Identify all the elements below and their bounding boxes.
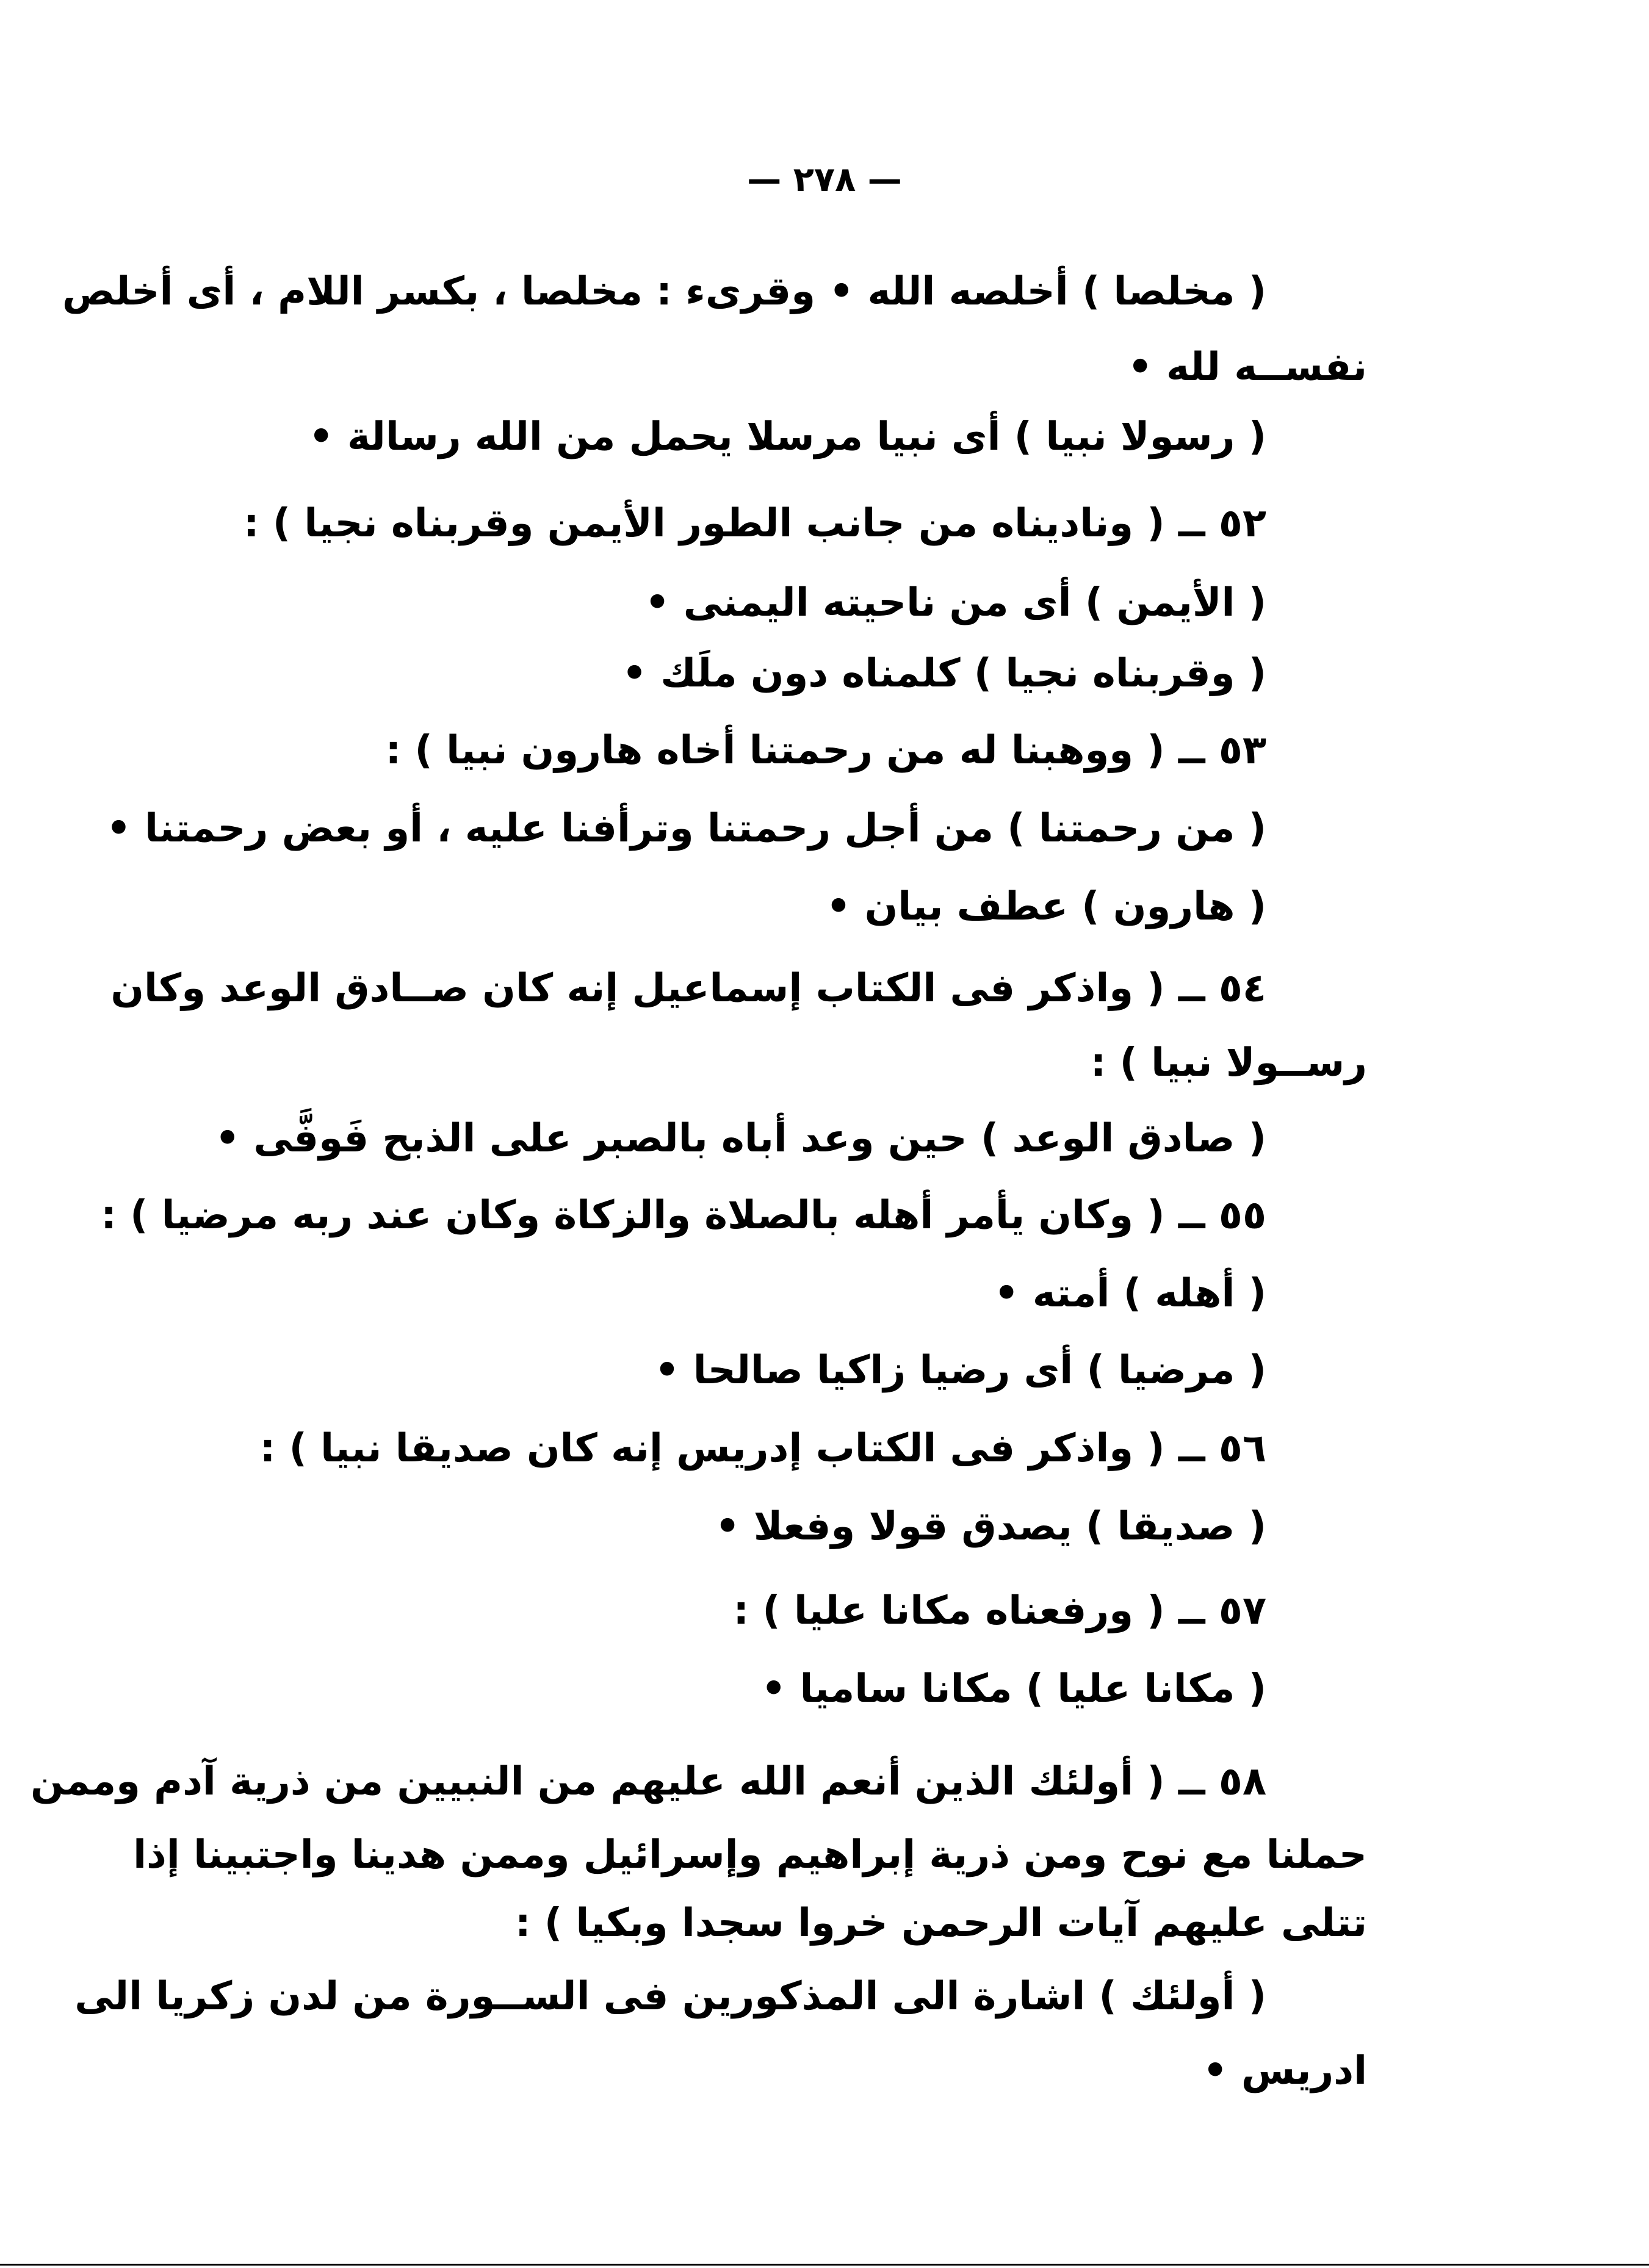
text-line: ( أولئك ) اشارة الى المذكورين فى الســورة من لدن زكريا الى xyxy=(74,1974,1266,2019)
page-bottom-edge xyxy=(0,2264,1649,2266)
text-line: ادريس • xyxy=(1202,2048,1367,2093)
text-line: رســولا نبيا ) : xyxy=(1090,1040,1367,1085)
text-line: ( من رحمتنا ) من أجل رحمتنا وترأفنا عليه ، أو بعض رحمتنا • xyxy=(106,806,1266,851)
text-line: ( أهله ) أمته • xyxy=(994,1271,1266,1316)
page-number: — ٢٧٨ — xyxy=(747,160,902,200)
text-line: ( مخلصا ) أخلصه الله • وقرىء : مخلصا ، بكسر اللام ، أى أخلص xyxy=(62,269,1266,314)
text-line: ٥٨ ــ ( أولئك الذين أنعم الله عليهم من النبيين من ذرية آدم وممن xyxy=(30,1759,1266,1804)
text-line: حملنا مع نوح ومن ذرية إبراهيم وإسرائيل وممن هدينا واجتبينا إذا xyxy=(133,1832,1367,1877)
text-line: ٥٣ ــ ( ووهبنا له من رحمتنا أخاه هارون نبيا ) : xyxy=(385,728,1266,773)
text-line: نفســه لله • xyxy=(1127,345,1367,390)
text-line: ( صديقا ) يصدق قولا وفعلا • xyxy=(715,1504,1266,1549)
text-line: ( الأيمن ) أى من ناحيته اليمنى • xyxy=(644,580,1266,625)
text-line: ٥٧ ــ ( ورفعناه مكانا عليا ) : xyxy=(733,1588,1266,1633)
text-line: ٥٥ ــ ( وكان يأمر أهله بالصلاة والزكاة وكان عند ربه مرضيا ) : xyxy=(101,1193,1266,1238)
text-line: ( رسولا نبيا ) أى نبيا مرسلا يحمل من الله رسالة • xyxy=(308,414,1266,459)
text-line: ( وقربناه نجيا ) كلمناه دون ملَك • xyxy=(622,651,1266,696)
text-line: ٥٦ ــ ( واذكر فى الكتاب إدريس إنه كان صديقا نبيا ) : xyxy=(259,1426,1266,1471)
text-line: ( مكانا عليا ) مكانا ساميا • xyxy=(761,1666,1266,1712)
text-line: تتلى عليهم آيات الرحمن خروا سجدا وبكيا ) : xyxy=(514,1901,1367,1946)
text-line: ٥٢ ــ ( وناديناه من جانب الطور الأيمن وقربناه نجيا ) : xyxy=(243,501,1266,546)
text-line: ( هارون ) عطف بيان • xyxy=(826,884,1266,929)
text-line: ٥٤ ــ ( واذكر فى الكتاب إسماعيل إنه كان صــادق الوعد وكان xyxy=(110,966,1266,1011)
text-line: ( صادق الوعد ) حين وعد أباه بالصبر على الذبح فَوفَّى • xyxy=(215,1116,1266,1161)
text-line: ( مرضيا ) أى رضيا زاكيا صالحا • xyxy=(654,1348,1266,1393)
